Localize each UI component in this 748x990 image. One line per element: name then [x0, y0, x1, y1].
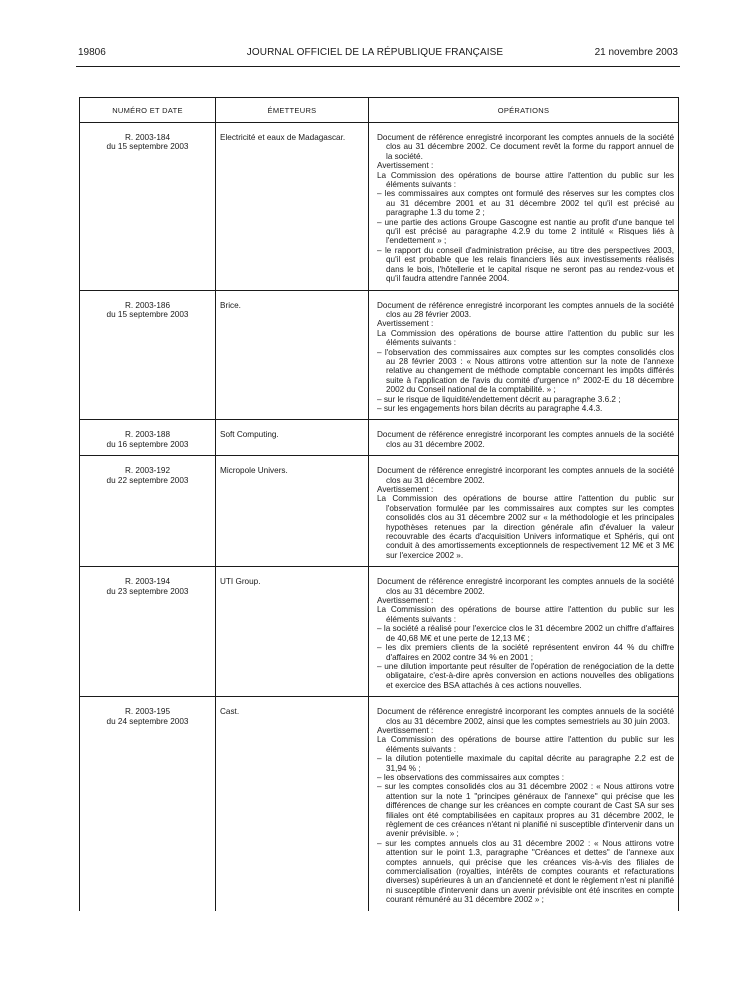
warning-label: Avertissement : [377, 319, 434, 329]
table-row [80, 456, 679, 567]
operation-intro: Document de référence enregistré incorporant les comptes annuels de la société clos au 31 décembre 2002. Ce document revêt la forme du rapport annuel de la société. [377, 133, 674, 161]
issuer-cell [216, 456, 369, 567]
page-number: 19806 [78, 47, 106, 58]
registration-date: du 15 septembre 2003 [106, 142, 189, 152]
commission-statement: La Commission des opérations de bourse attire l'attention du public sur les éléments suivants : [377, 735, 674, 754]
warning-item: – les commissaires aux comptes ont formulé des réserves sur les comptes clos au 31 décembre 2001 et au 31 décembre 2002 tel qu'il est précisé au paragraphe 1.3 du tome 2 ; [377, 189, 674, 218]
warning-item: – une dilution importante peut résulter de l'opération de renégociation de la dette obligataire, c'est-à-dire après conversion en actions nouvelles des obligations et exercice des BSA attachés à ces actions nouvelles. [377, 661, 674, 690]
warning-item: – sur le risque de liquidité/endettement décrit au paragraphe 3.6.2 ; [377, 394, 621, 404]
registration-number: R. 2003-184 [124, 133, 171, 142]
commission-statement: La Commission des opérations de bourse attire l'attention du public sur les éléments suivants : [377, 605, 674, 624]
warning-label: Avertissement : [377, 725, 434, 735]
registration-number: R. 2003-195 [124, 707, 171, 717]
registration-date: du 23 septembre 2003 [106, 586, 189, 596]
warning-item: – les observations des commissaires aux comptes : [377, 772, 565, 782]
registration-number: R. 2003-194 [124, 577, 171, 587]
row-reference-cell [80, 697, 216, 911]
operation-intro: Document de référence enregistré incorporant les comptes annuels de la société clos au 31 décembre 2002, ainsi que les comptes semestriels au 30 juin 2003. [377, 707, 674, 726]
operations-cell [369, 420, 679, 456]
registration-date: du 24 septembre 2003 [106, 716, 189, 726]
issuer-cell [216, 697, 369, 911]
operations-cell [369, 456, 679, 567]
warning-item: – une partie des actions Groupe Gascogne est nantie au profit d'une banque tel qu'il est précisé au paragraphe 4.2.9 du tome 2 intitulé « Risques liés à l'endettement » ; [377, 217, 674, 246]
warning-label: Avertissement : [377, 161, 434, 171]
page-header [72, 47, 678, 61]
column-header-issuers: ÉMETTEURS [216, 98, 369, 123]
registration-date: du 16 septembre 2003 [106, 439, 189, 449]
registration-number: R. 2003-188 [124, 430, 171, 440]
issuer-cell [216, 420, 369, 456]
page-date: 21 novembre 2003 [594, 47, 678, 58]
warning-list [377, 189, 674, 283]
table-row [80, 290, 679, 420]
issuer-name: Brice. [220, 300, 241, 310]
warning-item: – la société a réalisé pour l'exercice clos le 31 décembre 2002 un chiffre d'affaires de 40,68 M€ et une perte de 12,13 M€ ; [377, 624, 674, 643]
registration-number: R. 2003-192 [124, 466, 171, 476]
operations-cell [369, 697, 679, 911]
issuer-name: Cast. [220, 707, 240, 717]
warning-list [377, 624, 674, 690]
row-reference-cell [80, 456, 216, 567]
operation-intro: Document de référence enregistré incorporant les comptes annuels de la société clos au 28 février 2003. [377, 300, 674, 319]
warning-item: – la dilution potentielle maximale du capital décrite au paragraphe 2.2 est de 31,94 % ; [377, 754, 674, 773]
column-header-number-date: NUMÉRO ET DATE [80, 98, 216, 123]
warning-item: – l'observation des commissaires aux comptes sur les comptes consolidés clos au 28 février 2003 : « Nous attirons votre attention sur la note de l'annexe relative au changement de méthode comptable concernant les impôts différés suite à l'application de l'avis du comité d'urgence n° 2002-E du 18 décembre 2002 du Conseil national de la comptabilité. » ; [377, 347, 674, 395]
table-row [80, 123, 679, 291]
issuer-cell [216, 123, 369, 291]
warning-item: – les dix premiers clients de la société représentent environ 44 % du chiffre d'affaires en 2002 contre 34 % en 2001 ; [377, 643, 674, 662]
column-header-operations: OPÉRATIONS [369, 98, 679, 123]
journal-title: JOURNAL OFFICIEL DE LA RÉPUBLIQUE FRANÇAISE [246, 47, 504, 58]
row-reference-cell [80, 420, 216, 456]
warning-label: Avertissement : [377, 485, 434, 494]
operations-cell [369, 123, 679, 291]
table-row [80, 420, 679, 456]
registration-number: R. 2003-186 [124, 300, 171, 310]
warning-label: Avertissement : [377, 596, 434, 606]
issuer-name: Soft Computing. [220, 430, 279, 440]
warning-item: – sur les comptes annuels clos au 31 décembre 2002 : « Nous attirons votre attention sur le point 1.3, paragraphe "Créances et dettes" de l'annexe aux comptes annuels, qui précise que les créances vis-à-vis des filiales de commercialisation (royalties, intérêts de comptes courants et refacturations diverses) supérieures à un an d'ancienneté et dont le règlement n'est ni planifié ni susceptible d'intervenir dans un avenir prévisible ont été inscrites en compte courant rémunéré au 31 décembre 2002 » ; [377, 838, 674, 905]
row-reference-cell [80, 290, 216, 420]
issuer-cell [216, 290, 369, 420]
row-reference-cell [80, 567, 216, 697]
table-header-row [80, 98, 679, 123]
commission-statement: La Commission des opérations de bourse attire l'attention du public sur l'observation formulée par les commissaires aux comptes sur les comptes consolidés clos au 31 décembre 2002 sur « la méthodologie et les principales hypothèses retenues par la direction générale afin d'évaluer la valeur recouvrable des écarts d'acquisition Univers informatique et Sphéris, qui ont conduit à des amortissements exceptionnels de respectivement 12 M€ et 3 M€ sur l'exercice 2002 ». [377, 494, 674, 560]
table-row [80, 697, 679, 911]
operation-intro: Document de référence enregistré incorporant les comptes annuels de la société clos au 31 décembre 2002. [377, 430, 674, 449]
commission-statement: La Commission des opérations de bourse attire l'attention du public sur les éléments suivants : [377, 170, 674, 190]
operations-cell [369, 567, 679, 697]
operation-intro: Document de référence enregistré incorporant les comptes annuels de la société clos au 31 décembre 2002. [377, 577, 674, 596]
issuer-cell [216, 567, 369, 697]
table-row [80, 567, 679, 697]
operations-cell [369, 290, 679, 420]
issuer-name: UTI Group. [220, 577, 261, 587]
operation-intro: Document de référence enregistré incorporant les comptes annuels de la société clos au 31 décembre 2002. [377, 466, 674, 485]
header-rule [76, 66, 680, 67]
issuer-name: Electricité et eaux de Madagascar. [220, 133, 346, 142]
issuer-name: Micropole Univers. [220, 466, 288, 476]
warning-list [377, 348, 674, 414]
commission-statement: La Commission des opérations de bourse attire l'attention du public sur les éléments suivants : [377, 328, 674, 348]
warning-item: – le rapport du conseil d'administration précise, au titre des perspectives 2003, qu'il est probable que les relais financiers liés aux investissements réalisés dans le bois, l'hôtellerie et le capital risque ne seront pas au rendez-vous et qu'il faudra attendre l'année 2004. [377, 245, 674, 284]
warning-item: – sur les comptes consolidés clos au 31 décembre 2002 : « Nous attirons votre attention sur la note 1 "principes généraux de l'annexe" qui précise que les différences de change sur les créances en compte courant de Cast SA sur ses filiales ont été comptabilisées en capitaux propres au 31 décembre 2002, le règlement de ces créances n'étant ni planifié ni susceptible d'intervenir dans un avenir prévisible. » ; [377, 782, 674, 839]
registration-date: du 15 septembre 2003 [106, 309, 189, 319]
row-reference-cell [80, 123, 216, 291]
warning-list [377, 754, 674, 905]
warning-item: – sur les engagements hors bilan décrits au paragraphe 4.4.3. [377, 403, 603, 413]
registration-date: du 22 septembre 2003 [106, 475, 189, 485]
registrations-table [79, 97, 679, 911]
